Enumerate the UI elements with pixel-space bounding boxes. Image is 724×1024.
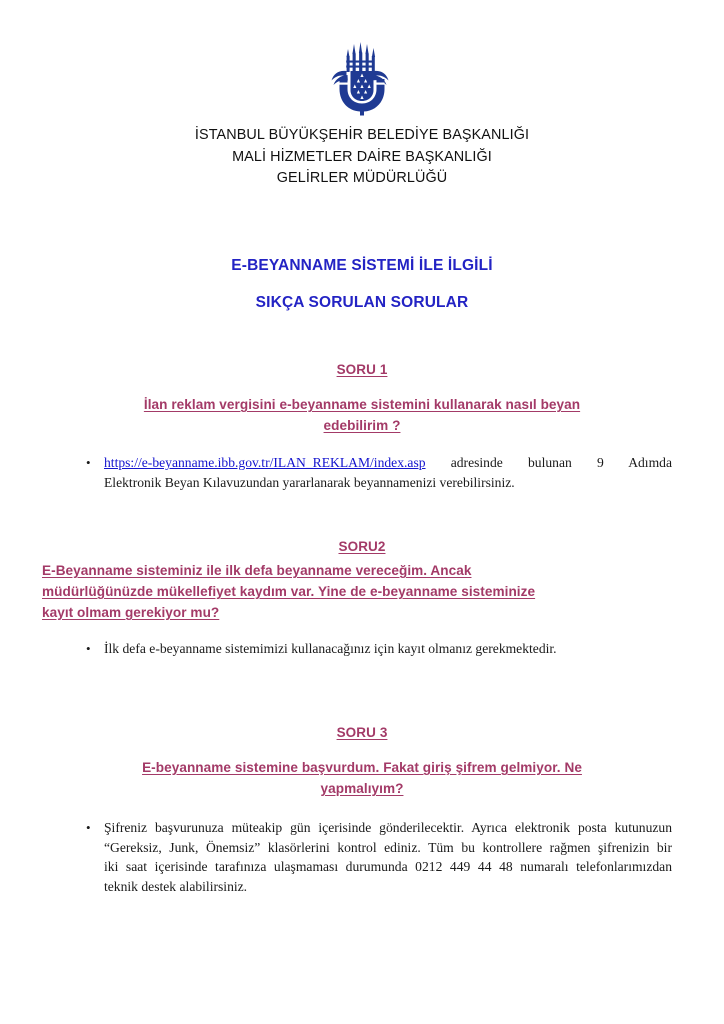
answer-2 — [86, 639, 672, 659]
question-2-line-1: E-Beyanname sisteminiz ile ilk defa beyanname vereceğim. Ancak — [42, 563, 472, 578]
question-3-label: SORU 3 — [336, 725, 388, 740]
document-title-line-2: SIKÇA SORULAN SORULAR — [255, 294, 469, 311]
bullet-icon: • — [86, 455, 91, 470]
answer-1 — [86, 453, 672, 492]
bullet-icon: • — [86, 820, 91, 835]
question-2-text — [42, 560, 682, 623]
organization-header — [0, 125, 724, 190]
logo-container — [0, 42, 724, 116]
answer-3-line-3: iki saat içerisinde tarafınıza ulaşmaması durumunda 0212 449 44 48 numaralı telefonlarımızdan — [104, 859, 672, 874]
istanbul-metropolitan-municipality-logo-icon — [331, 42, 393, 116]
answer-1-line-2: Elektronik Beyan Kılavuzundan yararlanarak beyannamenizi verebilirsiniz. — [104, 474, 515, 490]
answer-2-line-1: İlk defa e-beyanname sistemimizi kullanacağınız için kayıt olmanız gerekmektedir. — [104, 641, 557, 656]
document-title-line-1: E-BEYANNAME SİSTEMİ İLE İLGİLİ — [231, 257, 493, 274]
question-3-line-2: yapmalıyım? — [320, 781, 404, 796]
question-2-line-2: müdürlüğünüzde mükellefiyet kaydım var. Yine de e-beyanname sisteminize — [42, 584, 536, 599]
bullet-icon: • — [86, 641, 91, 656]
answer-1-line-1-tail: adresinde bulunan 9 Adımda — [450, 455, 672, 470]
e-beyanname-ilan-reklam-link[interactable]: https://e-beyanname.ibb.gov.tr/ILAN_REKLAM/index.asp — [104, 455, 426, 470]
question-2-line-3: kayıt olmam gerekiyor mu? — [42, 605, 220, 620]
org-header-line-2: MALİ HİZMETLER DAİRE BAŞKANLIĞI — [232, 148, 492, 165]
document-title — [0, 247, 724, 321]
question-3-text — [80, 757, 644, 799]
question-3-line-1: E-beyanname sistemine başvurdum. Fakat giriş şifrem gelmiyor. Ne — [142, 760, 582, 775]
answer-3-line-4: teknik destek alabilirsiniz. — [104, 878, 248, 894]
answer-3 — [86, 818, 672, 896]
question-1-label: SORU 1 — [336, 362, 388, 377]
org-header-line-1: İSTANBUL BÜYÜKŞEHİR BELEDİYE BAŞKANLIĞI — [194, 127, 530, 143]
question-1-line-2: edebilirim ? — [323, 418, 401, 433]
answer-3-line-2: “Gereksiz, Junk, Önemsiz” klasörlerini kontrol ediniz. Tüm bu kontrollere rağmen şifrenizin bir — [104, 839, 672, 855]
question-2-label: SORU2 — [338, 539, 386, 554]
answer-3-line-1: Şifreniz başvurunuza müteakip gün içerisinde gönderilecektir. Ayrıca elektronik posta kutunuzun — [104, 820, 672, 835]
question-1-line-1: İlan reklam vergisini e-beyanname sistemini kullanarak nasıl beyan — [143, 397, 581, 412]
org-header-line-3: GELİRLER MÜDÜRLÜĞÜ — [276, 170, 448, 186]
question-1-text — [80, 394, 644, 436]
